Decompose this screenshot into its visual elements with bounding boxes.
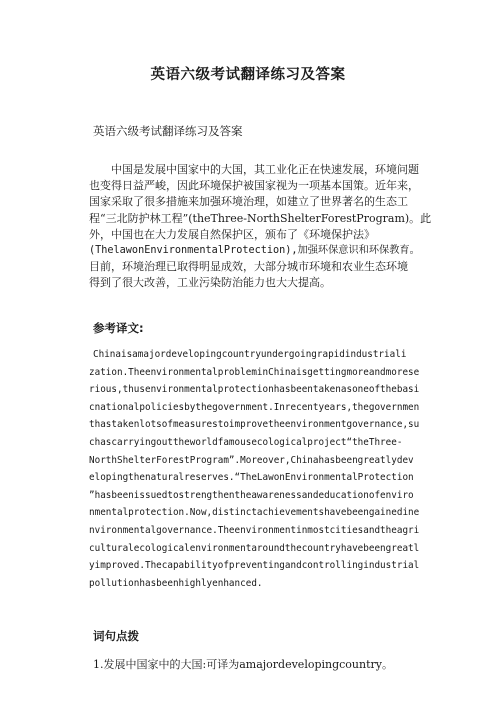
english-line: NorthShelterForestProgram”.Moreover,Chinahasbeengreatlydev: [89, 454, 414, 466]
english-line: nvironmentalgovernance.Theenvironmentinmostcitiesandtheagri: [89, 524, 420, 536]
english-line: nmentalprotection.Now,distinctachievementshavebeengainedine: [89, 507, 420, 519]
english-line: rious,thusenvironmentalprotectionhasbeentakenasoneofthebasi: [89, 384, 420, 396]
english-line: culturalecologicalenvironmentaroundthecountryhavebeengreatl: [89, 542, 420, 554]
english-line: chascarryingouttheworldfamousecologicalproject“theThree-: [89, 436, 403, 448]
english-translation: [89, 346, 449, 592]
vocab-heading: 词句点拨: [93, 629, 139, 643]
chinese-line: (ThelawonEnvironmentalProtection),加强环保意识和环保教育。: [89, 244, 420, 256]
english-line: Chinaisamajordevelopingcountryundergoingrapidindustriali: [93, 349, 407, 360]
chinese-line: 得到了很大改善，工业污染防治能力也大大提高。: [89, 276, 331, 290]
chinese-line: 中国是发展中国家中的大国，其工业化正在快速发展，环境问题: [111, 163, 419, 176]
english-line: yimproved.Thecapabilityofpreventingandcontrollingindustrial: [89, 560, 420, 572]
document-title: 英语六级考试翻译练习及答案: [150, 67, 346, 83]
reference-heading: 参考译文:: [93, 321, 144, 335]
english-line: pollutionhasbeenhighlyenhanced.: [89, 577, 263, 589]
chinese-line: 程“三北防护林工程”(theThree-NorthShelterForestProgram)。此: [89, 211, 432, 225]
chinese-line: 国家采取了很多措施来加强环境治理，如建立了世界著名的生态工: [89, 195, 408, 209]
english-line: cnationalpoliciesbythegovernment.Inrecentyears,thegovernmen: [89, 401, 420, 413]
chinese-line: 目前，环境治理已取得明显成效，大部分城市环境和农业生态环境: [89, 260, 408, 274]
english-line: elopingthenaturalreserves.“TheLawonEnvironmentalProtection: [89, 472, 414, 484]
english-line: thastakenlotsofmeasurestoimprovetheenvironmentgovernance,su: [89, 419, 420, 431]
chinese-line: 也变得日益严峻，因此环境保护被国家视为一项基本国策。近年来，: [89, 179, 419, 193]
document-subtitle: 英语六级考试翻译练习及答案: [93, 124, 243, 138]
chinese-line: 外，中国也在大力发展自然保护区，颁布了《环境保护法》: [89, 227, 375, 241]
vocab-item: 1.发展中国家中的大国:可译为amajordevelopingcountry。: [93, 658, 393, 671]
english-line: ”hasbeenissuedtostrengthentheawarenessandeducationofenviro: [89, 489, 414, 501]
english-line: zation.TheenvironmentalprobleminChinaisgettingmoreandmorese: [89, 366, 420, 378]
chinese-paragraph: [89, 162, 439, 292]
